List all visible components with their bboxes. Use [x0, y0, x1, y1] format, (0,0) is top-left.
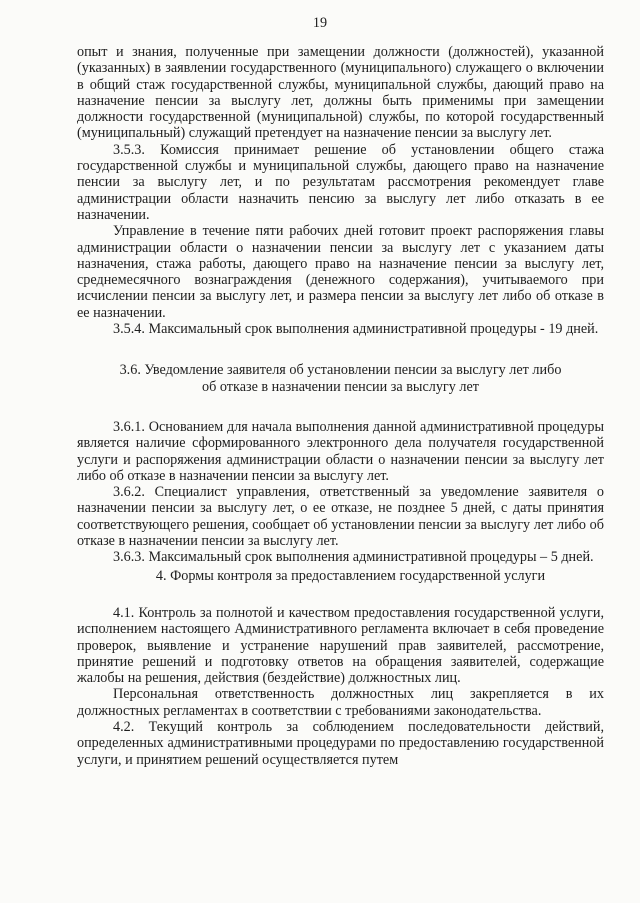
paragraph-3-6-3: 3.6.3. Максимальный срок выполнения административной процедуры – 5 дней.: [113, 549, 594, 566]
paragraph-3-5-3: 3.5.3. Комиссия принимает решение об установлении общего стажа государственной службы и муниципальной службы, дающего право на назначение пенсии за выслугу лет, и по результатам рассмотрения рекомендует главе администрации области назначить пенсию за выслугу лет либо отказать в ее назначении.: [77, 141, 604, 223]
paragraph-continuation: опыт и знания, полученные при замещении должности (должностей), указанной (указанных) в заявлении государственного (муниципального) служащего о включении в общий стаж государственной службы, муниципальной службы, дающий право на назначение пенсии за выслугу лет, должны быть применимы при замещении должности государственной (муниципальной) службы, по которой государственный (муниципальный) служащий претендует на назначение пенсии за выслугу лет.: [77, 44, 604, 142]
page-number: 19: [312, 15, 328, 31]
section-heading-3-6: [77, 362, 604, 395]
paragraph-4-2: 4.2. Текущий контроль за соблюдением последовательности действий, определенных административными процедурами по предоставлению государственной услуги, и принятием решений осуществляется путем: [77, 718, 604, 768]
section-heading-3-6-line-1: 3.6. Уведомление заявителя об установлении пенсии за выслугу лет либо: [119, 362, 562, 379]
paragraph-3-6-1: 3.6.1. Основанием для начала выполнения данной административной процедуры является наличие сформированного электронного дела получателя государственной услуги и распоряжения администрации области о назначении пенсии за выслугу лет либо об отказе в назначении пенсии за выслугу лет.: [77, 418, 604, 484]
paragraph-3-5-4: 3.5.4. Максимальный срок выполнения административной процедуры - 19 дней.: [113, 321, 599, 338]
paragraph-responsibility: Персональная ответственность должностных лиц закрепляется в их должностных регламентах в соответствии с требованиями законодательства.: [77, 686, 604, 719]
document-body: [77, 44, 604, 768]
section-heading-4: 4. Формы контроля за предоставлением государственной услуги: [155, 567, 546, 584]
paragraph-3-6-2: 3.6.2. Специалист управления, ответственный за уведомление заявителя о назначении пенсии за выслугу лет, о ее отказе, не позднее 5 дней, с даты принятия соответствующего решения, сообщает об установлении пенсии за выслугу лет либо об отказе в назначении пенсии за выслугу лет.: [77, 484, 604, 550]
paragraph-management: Управление в течение пяти рабочих дней готовит проект распоряжения главы администрации области о назначении пенсии за выслугу лет с указанием даты назначения, стажа работы, дающего право на назначение пенсии за выслугу лет, среднемесячного вознаграждения (денежного содержания), учитываемого при исчислении пенсии за выслугу лет, и размера пенсии за выслугу лет либо об отказе в ее назначении.: [77, 223, 604, 321]
paragraph-4-1: 4.1. Контроль за полнотой и качеством предоставления государственной услуги, исполнением настоящего Административного регламента включает в себя проведение проверок, выявление и устранение нарушений прав заявителей, рассмотрение, принятие решений и подготовку ответов на обращения заявителей, содержащие жалобы на решения, действия (бездействие) должностных лиц.: [77, 604, 604, 687]
section-heading-3-6-line-2: об отказе в назначении пенсии за выслугу лет: [202, 378, 479, 395]
